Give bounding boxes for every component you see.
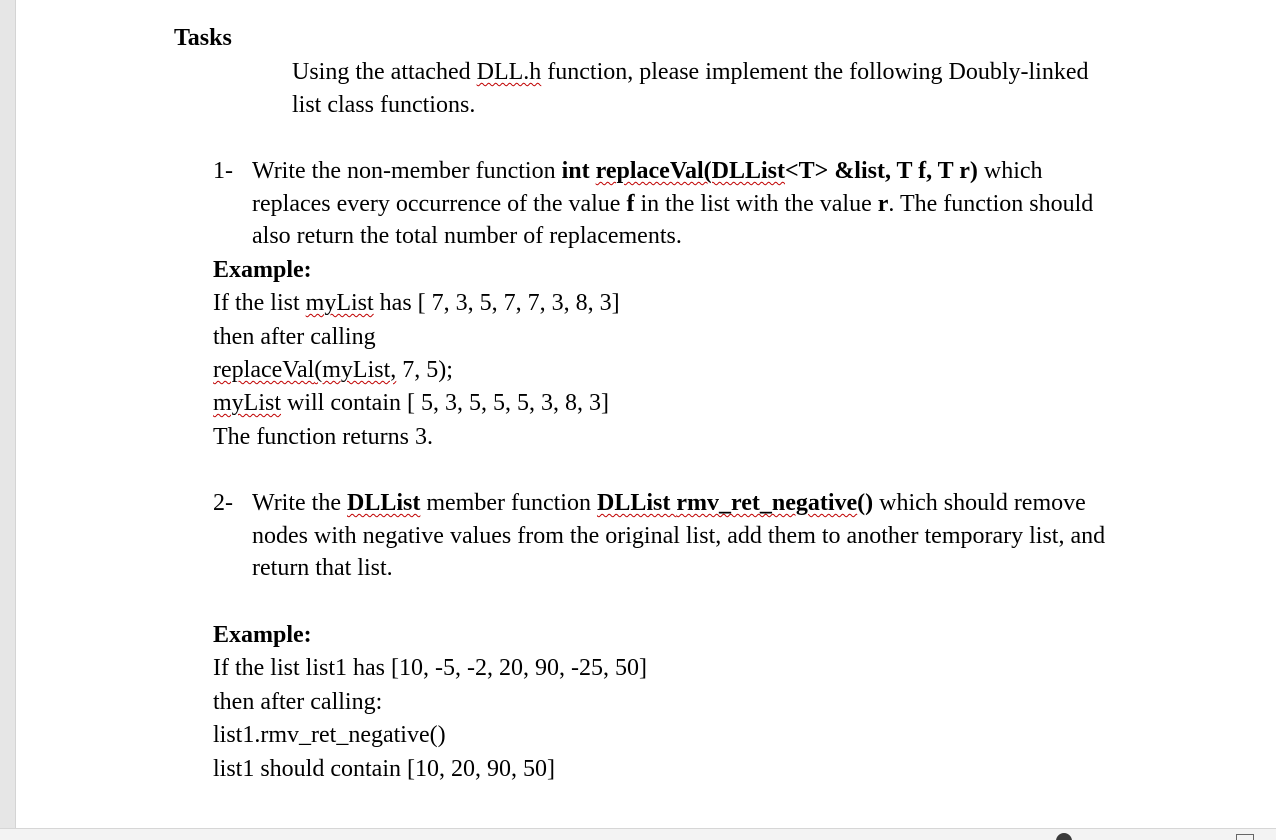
spellcheck-mylist-2: myList [213,390,282,416]
intro-line-2: list class functions. [292,92,476,118]
task2-example-line-4: list1 should contain [10, 20, 90, 50] [213,756,555,782]
task1-number: 1- [213,158,233,184]
task1-line-3: also return the total number of replacements. [252,223,682,249]
task1-example-line-2: then after calling [213,324,376,350]
task1-example-line-1: If the list myList has [ 7, 3, 5, 7, 7, 3, 8, 3] [213,290,620,316]
task2-number: 2- [213,490,233,516]
task1-example-label: Example: [213,257,312,283]
task2-line-2: nodes with negative values from the original list, add them to another temporary list, and [252,523,1106,549]
read-mode-icon[interactable] [1236,834,1254,840]
spellcheck-dll-h: DLL.h [476,59,542,85]
status-bar [0,828,1276,840]
document-page[interactable] [16,0,1276,828]
tasks-heading: Tasks [174,25,232,51]
task2-example-label: Example: [213,622,312,648]
user-avatar-icon[interactable] [1056,833,1072,840]
task2-example-line-1: If the list list1 has [10, -5, -2, 20, 90, -25, 50] [213,655,647,681]
task1-line-2: replaces every occurrence of the value f in the list with the value r. The function should [252,191,1094,217]
spellcheck-rmv-ret-negative: rmv_ret_negative [676,490,858,516]
task1-example-line-5: The function returns 3. [213,424,433,450]
intro-line-1: Using the attached DLL.h function, please implement the following Doubly-linked [292,59,1089,85]
task2-example-line-2: then after calling: [213,689,383,715]
task1-line-1: Write the non-member function int replaceVal(DLList<T> &list, T f, T r) which [252,158,1043,184]
spellcheck-mylist: myList [305,290,374,316]
spellcheck-replaceval-call: replaceVal [213,357,315,383]
spellcheck-dllist: DLList [347,490,421,516]
task1-example-line-3: replaceVal(myList, 7, 5); [213,357,453,383]
spellcheck-replaceval: replaceVal(DLList [595,158,785,184]
left-margin-gutter [0,0,16,828]
task2-line-1: Write the DLList member function DLList rmv_ret_negative() which should remove [252,490,1086,516]
task2-example-line-3: list1.rmv_ret_negative() [213,722,446,748]
task2-line-3: return that list. [252,555,393,581]
task1-example-line-4: myList will contain [ 5, 3, 5, 5, 5, 3, 8, 3] [213,390,609,416]
